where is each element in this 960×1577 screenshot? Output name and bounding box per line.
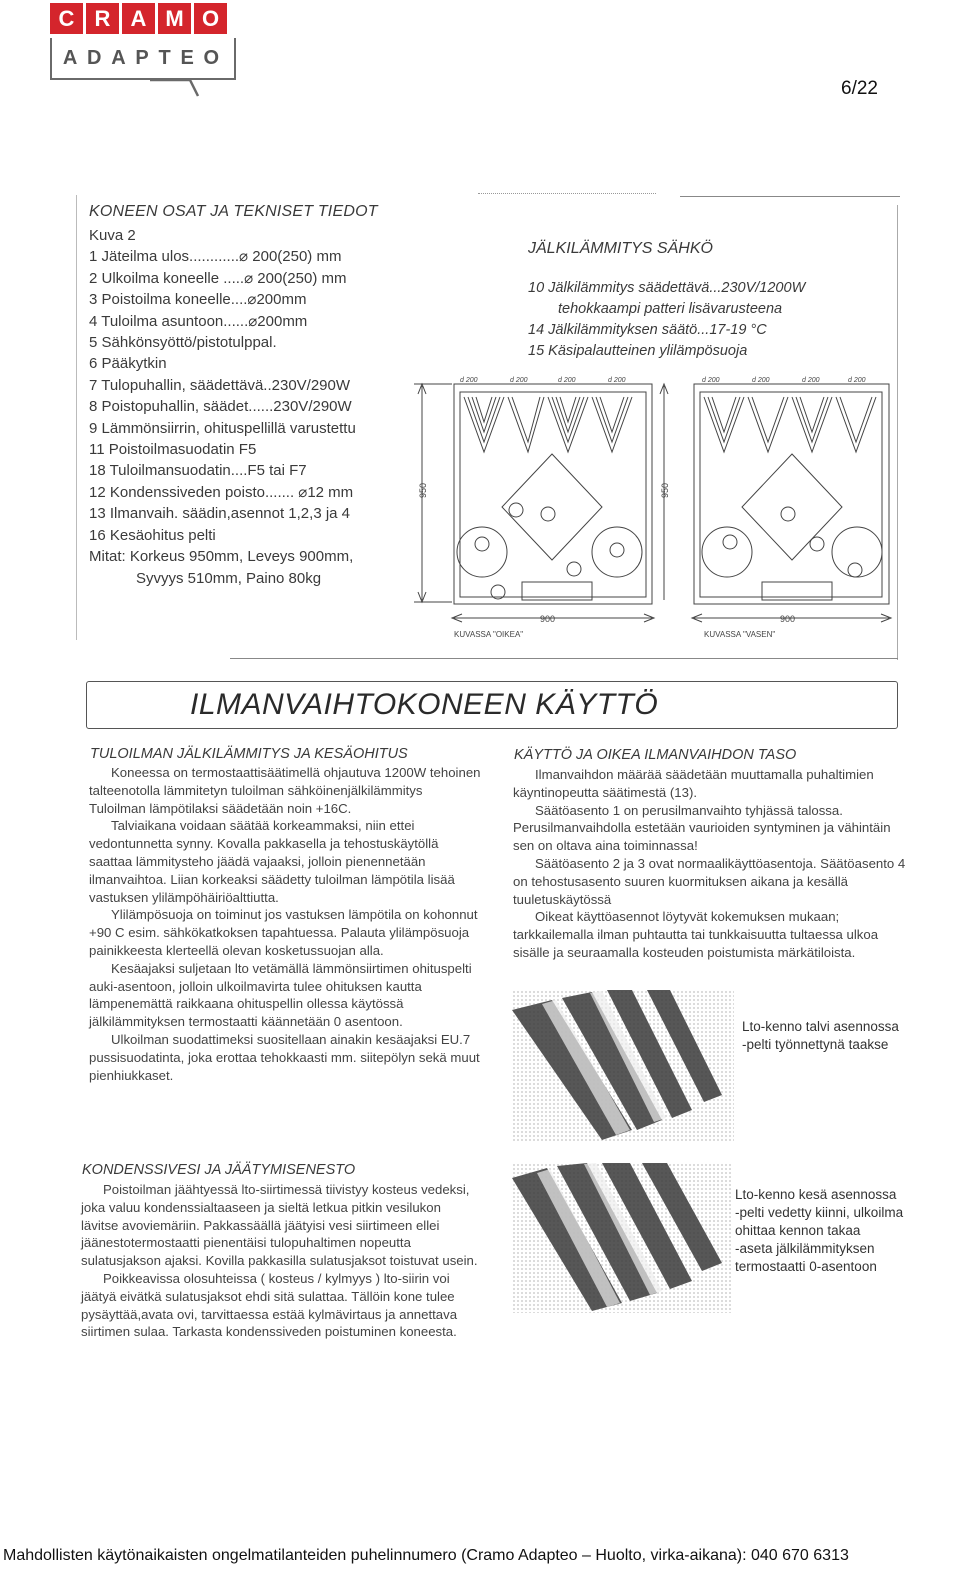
scan-divider [76, 195, 78, 640]
spec-item: 7 Tulopuhallin, säädettävä..230V/290W [89, 376, 351, 394]
logo-sub-letter: T [158, 46, 175, 69]
spec-item: 16 Kesäohitus pelti [89, 526, 216, 544]
width-label: 900 [780, 614, 796, 624]
paragraph: Säätöasento 2 ja 3 ovat normaalikäyttöasentoja. Säätöasento 4 on tehostusasento suuren kuormituksen aikana ja kesällä tuuletuskäytössä [513, 855, 906, 907]
photo-caption [742, 1018, 899, 1054]
paragraph: Säätöasento 1 on perusilmanvaihto tyhjässä talossa. Perusilmanvaihdolla estetään vaurioiden syntyminen ja vähintäin sen on oltava aina toiminnassa! [513, 802, 891, 854]
paragraph: Ulkoilman suodattimeksi suositellaan ainakin kesäajaksi EU.7 pussisuodatinta, joka erottaa tehokkaasti mm. siitepölyn sekä muut pienhiukkaset. [89, 1031, 480, 1083]
electric-item: 14 Jälkilämmityksen säätö...17-19 °C [528, 322, 767, 338]
electric-item: 15 Käsipalautteinen ylilämpösuoja [528, 343, 748, 359]
spec-item: Syvyys 510mm, Paino 80kg [136, 569, 322, 587]
scan-divider [680, 196, 900, 197]
spec-item: Kuva 2 [89, 227, 136, 244]
duct-label: d 200 [558, 377, 576, 384]
duct-label: d 200 [848, 377, 866, 384]
paragraph: Koneessa on termostaattisäätimellä ohjautuva 1200W tehoinen talteenotolla lämmitetyn tuloilman sähköinenjälkilämmitys [89, 765, 481, 798]
cramo-logo [50, 3, 227, 34]
machine-diagram [412, 372, 902, 644]
height-label: 950 [660, 482, 670, 498]
duct-label: d 200 [608, 377, 626, 384]
logo-letter: C [50, 3, 83, 34]
paragraph: Tuloilman lämpötilaksi säädetään noin +16C. [89, 800, 352, 816]
caption-line: -pelti vedetty kiinni, ulkoilma [735, 1205, 904, 1220]
spec-item: 1 Jäteilma ulos............⌀ 200(250) mm [89, 248, 342, 266]
spec-item: 11 Poistoilmasuodatin F5 [89, 441, 257, 459]
spec-item: 4 Tuloilma asuntoon......⌀200mm [89, 312, 308, 330]
section-text [513, 766, 909, 962]
spec-item: 18 Tuloilmansuodatin....F5 tai F7 [89, 462, 307, 480]
scan-divider [478, 193, 656, 194]
diagram-caption-left: KUVASSA "OIKEA" [454, 630, 524, 639]
duct-label: d 200 [702, 377, 720, 384]
caption-line: termostaatti 0-asentoon [735, 1259, 877, 1274]
caption-line: Lto-kenno talvi asennossa [742, 1019, 899, 1034]
spec-item: 8 Poistopuhallin, säädet......230V/290W [89, 398, 352, 416]
scan-divider [230, 658, 898, 659]
spec-item: 5 Sähkönsyöttö/pistotulppal. [89, 334, 277, 352]
logo-letter: O [194, 3, 227, 34]
caption-line: -aseta jälkilämmityksen [735, 1241, 875, 1256]
spec-item: 9 Lämmönsiirrin, ohituspellillä varustettu [89, 419, 356, 437]
page-number: 6/22 [841, 78, 878, 99]
heat-exchanger-summer-photo [512, 1163, 732, 1313]
caption-line: ohittaa kennon takaa [735, 1223, 861, 1238]
electric-title: JÄLKILÄMMITYS SÄHKÖ [528, 240, 713, 257]
logo-sub-letter: A [111, 46, 130, 69]
logo-sub-letter: O [203, 46, 224, 69]
section-text [89, 764, 481, 1084]
spec-item: 3 Poistoilma koneelle....⌀200mm [89, 291, 307, 309]
paragraph: Poistoilman jäähtyessä lto-siirtimessä tiivistyy kosteus vedeksi, joka valuu kondenssialtaaseen ja sieltä letkua pitkin vesilukon lävitse avoviemäriin. Pakkassäällä jäätyisi vesi siirtimeen ellei jäänestotermostaatti pienentäisi tulopuhaltimen nopeutta sulatusjakson ajaksi. Kovilla pakkasilla sulatusjaksot toistuvat usein. [81, 1182, 478, 1269]
section-text [81, 1181, 481, 1341]
adapteo-logo [50, 38, 236, 80]
spec-item: Mitat: Korkeus 950mm, Leveys 900mm, [89, 548, 354, 566]
footer-phone-note: Mahdollisten käytönaikaisten ongelmatilanteiden puhelinnumero (Cramo Adapteo – Huolto, virka-aikana): 040 670 6313 [3, 1547, 849, 1564]
duct-label: d 200 [460, 377, 478, 384]
specs-title: KONEEN OSAT JA TEKNISET TIEDOT [89, 203, 378, 220]
electric-list [528, 278, 805, 362]
section-heading: TULOILMAN JÄLKILÄMMITYS JA KESÄOHITUS [90, 746, 408, 762]
logo-sub-letter: P [135, 46, 153, 69]
logo-swoosh-icon [150, 78, 200, 100]
paragraph: Poikkeavissa olosuhteissa ( kosteus / kylmyys ) lto-siirin voi jäätyä eivätkä sulatusjaksot ehdi sitä sulattaa. Tällöin kone tulee pysäyttää,avata ovi, tarvittaessa estää kylmävirtaus ja annettava siirtimen sulaa. Tarkasta kondenssiveden poistuminen koneesta. [81, 1270, 458, 1340]
duct-label: d 200 [752, 377, 770, 384]
caption-line: -pelti työnnettynä taakse [742, 1037, 889, 1052]
paragraph: Ilmanvaihdon määrää säädetään muuttamalla puhaltimien käyntinopeutta säätimestä (13). [513, 767, 874, 800]
logo-letter: R [86, 3, 119, 34]
width-label: 900 [540, 614, 556, 624]
paragraph: Talviaikana voidaan säätää korkeammaksi, niin ettei vedontunnetta synny. Kovalla pakkasella ja tehostuskäytöllä saattaa lämmitysteho jäädä vajaaksi, jolloin pienennetään ilmanvaihtoa. Liian korkeaksi säädetty tuloilman lämpötila lisää vastuksen ylilämpöhäiriöalttiutta. [89, 818, 455, 905]
spec-item: 6 Pääkytkin [89, 355, 167, 373]
spec-item: 2 Ulkoilma koneelle .....⌀ 200(250) mm [89, 269, 347, 287]
spec-item: 12 Kondenssiveden poisto....... ⌀12 mm [89, 483, 354, 501]
diagram-caption-right: KUVASSA "VASEN" [704, 630, 776, 639]
logo-sub-letter: E [180, 46, 198, 69]
caption-line: Lto-kenno kesä asennossa [735, 1187, 897, 1202]
duct-label: d 200 [802, 377, 820, 384]
height-label: 950 [418, 482, 428, 498]
duct-label: d 200 [510, 377, 528, 384]
paragraph: Oikeat käyttöasennot löytyvät kokemuksen mukaan; tarkkailemalla ilman puhtautta tai tunkkaisuutta tultaessa ulkoa sisälle ja seuraamalla kosteuden poistumista märkätiloista. [513, 909, 879, 960]
electric-item: 10 Jälkilämmitys säädettävä...230V/1200W [528, 280, 806, 296]
heat-exchanger-winter-photo [512, 990, 734, 1142]
logo-letter: A [122, 3, 155, 34]
section-heading: KONDENSSIVESI JA JÄÄTYMISENESTO [82, 1162, 356, 1178]
paragraph: Ylilämpösuoja on toiminut jos vastuksen lämpötila on kohonnut +90 C esim. sähkökatkoksen tapahtuessa. Palauta ylilämpösuoja painikkeesta klerteellä olevan kosketussuojan alla. [89, 907, 478, 958]
spec-item: 13 Ilmanvaih. säädin,asennot 1,2,3 ja 4 [89, 505, 351, 523]
logo-sub-letter: D [87, 46, 106, 69]
photo-caption [735, 1186, 903, 1276]
specs-list [89, 225, 356, 589]
main-title: ILMANVAIHTOKONEEN KÄYTTÖ [190, 688, 659, 721]
paragraph: Kesäajaksi suljetaan lto vetämällä lämmönsiirtimen ohituspelti auki-asentoon, jolloin ulkoilmavirta tulee ohituksen kautta lämpenemättä raikkaana ohituspellin ollessa käytössä jälkilämmityksen termostaatti käännetään 0 asentoon. [89, 960, 472, 1030]
section-heading: KÄYTTÖ JA OIKEA ILMANVAIHDON TASO [514, 747, 797, 763]
logo-sub-letter: A [62, 46, 82, 69]
electric-item: tehokkaampi patteri lisävarusteena [558, 301, 783, 317]
logo-letter: M [158, 3, 191, 34]
